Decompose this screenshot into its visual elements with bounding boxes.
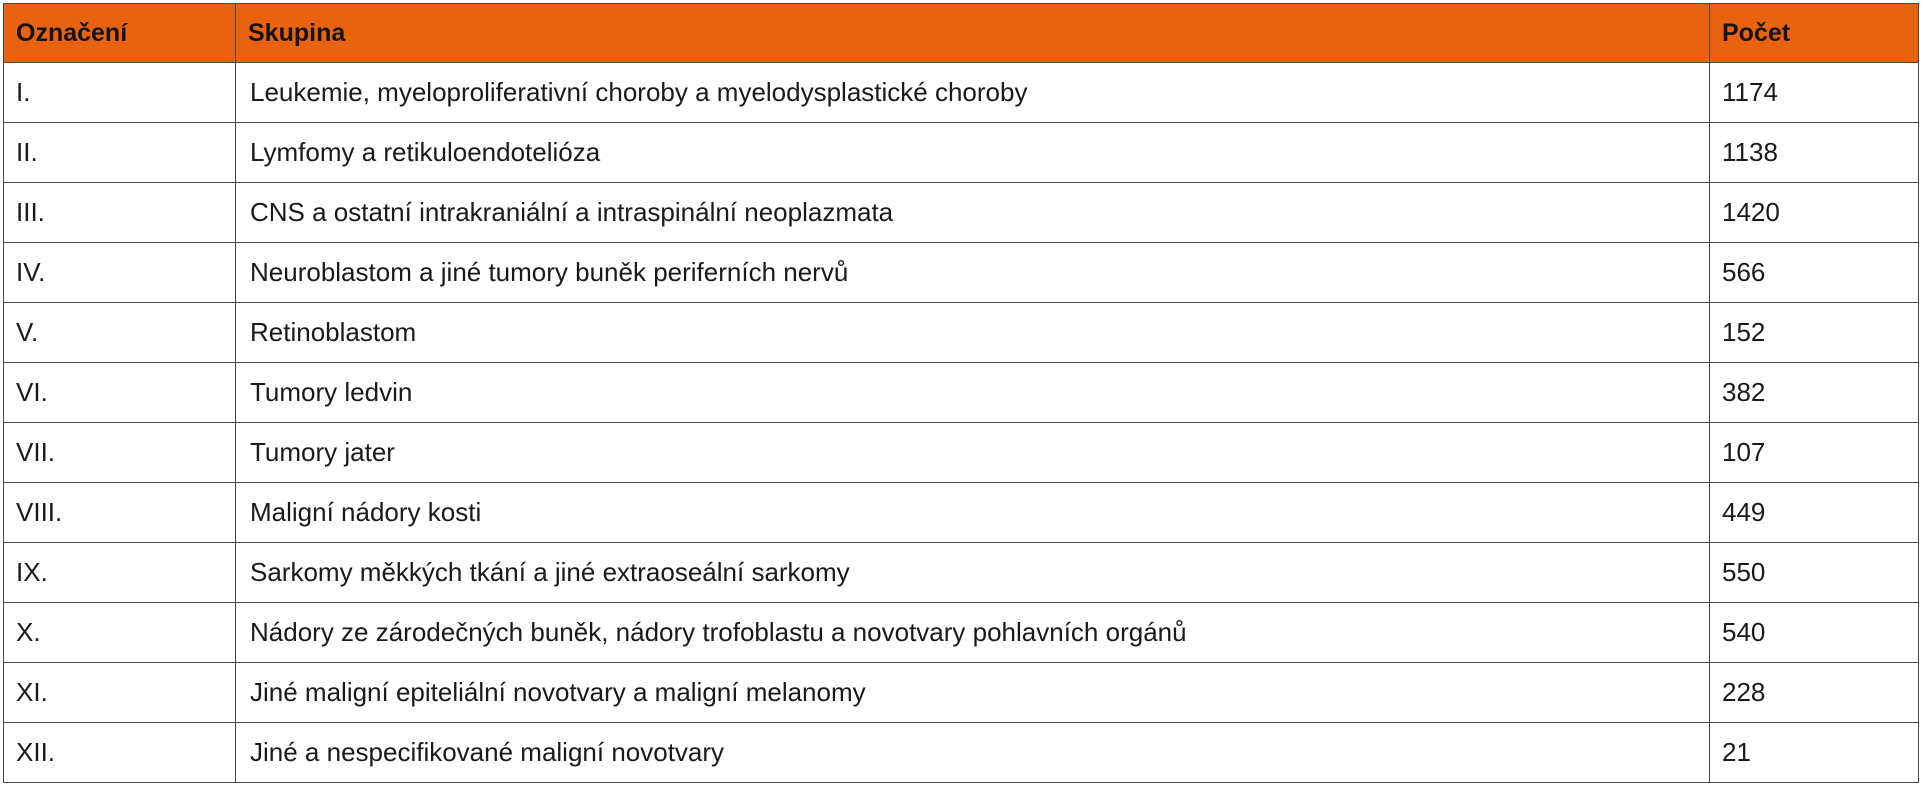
cell-count: 228 — [1710, 663, 1919, 723]
cell-code: IX. — [4, 543, 236, 603]
cell-group: Jiné maligní epiteliální novotvary a maligní melanomy — [236, 663, 1710, 723]
table-row — [4, 303, 1919, 363]
table-header-row — [4, 4, 1919, 63]
cell-count: 107 — [1710, 423, 1919, 483]
cell-code: III. — [4, 183, 236, 243]
cell-group: Leukemie, myeloproliferativní choroby a myelodysplastické choroby — [236, 63, 1710, 123]
table-row — [4, 243, 1919, 303]
cell-code: XII. — [4, 723, 236, 783]
cell-code: I. — [4, 63, 236, 123]
cell-code: VII. — [4, 423, 236, 483]
cell-code: X. — [4, 603, 236, 663]
cell-code: II. — [4, 123, 236, 183]
cell-count: 550 — [1710, 543, 1919, 603]
table-row — [4, 603, 1919, 663]
table-row — [4, 363, 1919, 423]
cancer-groups-table-container — [3, 3, 1918, 783]
cell-count: 382 — [1710, 363, 1919, 423]
cell-group: Retinoblastom — [236, 303, 1710, 363]
cell-group: Jiné a nespecifikované maligní novotvary — [236, 723, 1710, 783]
cell-group: Tumory jater — [236, 423, 1710, 483]
table-row — [4, 723, 1919, 783]
cell-count: 1420 — [1710, 183, 1919, 243]
header-count: Počet — [1710, 4, 1919, 63]
cell-group: CNS a ostatní intrakraniální a intraspinální neoplazmata — [236, 183, 1710, 243]
cell-group: Sarkomy měkkých tkání a jiné extraoseální sarkomy — [236, 543, 1710, 603]
cell-count: 1138 — [1710, 123, 1919, 183]
table-row — [4, 63, 1919, 123]
table-row — [4, 183, 1919, 243]
cell-count: 152 — [1710, 303, 1919, 363]
cell-code: VIII. — [4, 483, 236, 543]
cell-count: 540 — [1710, 603, 1919, 663]
cell-count: 449 — [1710, 483, 1919, 543]
cell-count: 566 — [1710, 243, 1919, 303]
cell-group: Lymfomy a retikuloendotelióza — [236, 123, 1710, 183]
header-group: Skupina — [236, 4, 1710, 63]
table-row — [4, 483, 1919, 543]
table-row — [4, 543, 1919, 603]
cell-count: 21 — [1710, 723, 1919, 783]
table-row — [4, 423, 1919, 483]
header-code: Označení — [4, 4, 236, 63]
cell-group: Maligní nádory kosti — [236, 483, 1710, 543]
cell-group: Nádory ze zárodečných buněk, nádory trofoblastu a novotvary pohlavních orgánů — [236, 603, 1710, 663]
cell-group: Tumory ledvin — [236, 363, 1710, 423]
cell-group: Neuroblastom a jiné tumory buněk periferních nervů — [236, 243, 1710, 303]
cell-code: XI. — [4, 663, 236, 723]
cell-code: VI. — [4, 363, 236, 423]
cell-count: 1174 — [1710, 63, 1919, 123]
cell-code: V. — [4, 303, 236, 363]
table-row — [4, 123, 1919, 183]
table-row — [4, 663, 1919, 723]
cell-code: IV. — [4, 243, 236, 303]
cancer-groups-table — [3, 3, 1919, 783]
